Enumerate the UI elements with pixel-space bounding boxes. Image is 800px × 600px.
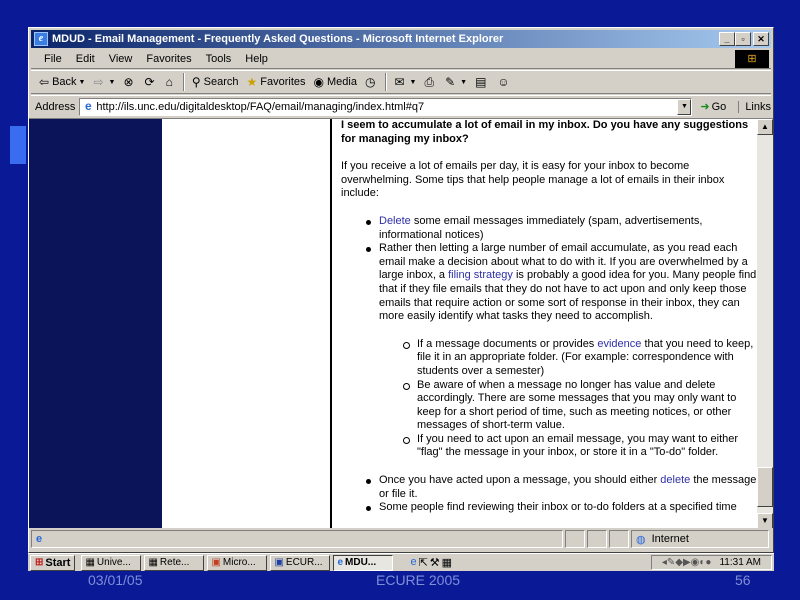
taskbar-item[interactable]: [270, 555, 330, 571]
list-item: [379, 242, 757, 460]
delete-link[interactable]: Delete: [379, 214, 411, 227]
list-item-text: some email messages immediately (spam, advertisements, informational notices): [379, 214, 703, 241]
media-label: Media: [327, 76, 357, 88]
menu-help[interactable]: Help: [245, 52, 268, 65]
menu-view[interactable]: View: [108, 52, 133, 65]
menu-tools[interactable]: Tools: [205, 52, 232, 65]
refresh-icon: ⟳: [144, 75, 155, 89]
taskbar-item-label: Rete...: [159, 557, 190, 568]
title-bar: [31, 30, 771, 48]
print-button[interactable]: [420, 75, 441, 90]
home-icon: ⌂: [165, 75, 173, 89]
address-bar: [31, 95, 771, 117]
status-pane: [565, 530, 585, 548]
tips-list: [341, 215, 757, 515]
left-white-panel: [162, 119, 330, 528]
windows-logo-icon: ⊞: [735, 50, 769, 68]
back-label: Back: [52, 76, 77, 88]
messenger-button[interactable]: [493, 75, 516, 89]
discuss-icon: ▤: [475, 75, 487, 89]
forward-button[interactable]: [89, 75, 119, 89]
delete-link-2[interactable]: delete: [660, 474, 691, 487]
chevron-down-icon[interactable]: ▼: [108, 78, 116, 86]
menu-edit[interactable]: Edit: [75, 52, 95, 65]
windows-taskbar: [28, 553, 774, 571]
ie-app-icon: e: [34, 32, 48, 46]
quick-launch: [410, 556, 452, 569]
ie-quicklaunch-icon[interactable]: e: [410, 556, 417, 568]
footer-date: 03/01/05: [88, 572, 143, 588]
slide-number: 56: [735, 572, 751, 588]
list-item: If you need to act upon an email message, you may want to either "flag" the message in your inbox, or store it in a "To-do" folder.: [417, 433, 757, 460]
clock: 11:31 AM: [719, 557, 761, 568]
taskbar-item-active[interactable]: [333, 555, 393, 571]
status-text-pane: [31, 530, 563, 548]
page-viewport: [29, 118, 773, 528]
chevron-down-icon[interactable]: ▼: [460, 78, 468, 86]
vertical-scrollbar[interactable]: [757, 119, 773, 528]
favorites-label: Favorites: [260, 76, 306, 88]
window-icon: ▦: [148, 557, 158, 568]
history-icon: ◷: [364, 75, 376, 89]
footer-conference: ECURE 2005: [376, 572, 461, 588]
tool-icon[interactable]: ⚒: [429, 557, 440, 569]
column-divider: [330, 119, 332, 528]
ie-icon: e: [337, 557, 344, 568]
faq-question: I seem to accumulate a lot of email in my inbox. Do you have any suggestions for managing my inbox?: [341, 119, 749, 145]
favorites-icon: ★: [246, 75, 258, 89]
maximize-button[interactable]: ▫: [735, 32, 751, 46]
start-button[interactable]: [30, 555, 75, 571]
taskbar-item-label: ECUR...: [285, 557, 323, 568]
taskbar-item[interactable]: [207, 555, 267, 571]
edit-icon: ✎: [445, 75, 456, 89]
sub-tips-list: [379, 338, 757, 460]
list-item-text: If a message documents or provides: [417, 337, 598, 350]
zone-label: Internet: [651, 533, 689, 545]
toolbar-separator: [183, 73, 185, 91]
filing-strategy-link[interactable]: filing strategy: [448, 269, 513, 282]
close-button[interactable]: ✕: [753, 32, 769, 46]
messenger-icon: ☺: [497, 75, 510, 89]
chevron-down-icon[interactable]: ▼: [409, 78, 417, 86]
window-controls: [719, 32, 769, 46]
internet-globe-icon: ◍: [636, 533, 646, 546]
stop-button[interactable]: [119, 75, 140, 89]
scroll-up-icon[interactable]: ▲: [757, 119, 773, 135]
tray-icons[interactable]: ◂✎◆▶◉◐●: [661, 557, 712, 568]
menu-file[interactable]: File: [44, 52, 62, 65]
address-input[interactable]: [96, 99, 677, 115]
list-item: [379, 215, 757, 242]
discuss-button[interactable]: [471, 75, 493, 89]
status-pane: [587, 530, 607, 548]
taskbar-item[interactable]: [144, 555, 204, 571]
slide-footer: [0, 571, 800, 591]
go-arrow-icon: ➜: [700, 101, 710, 113]
home-button[interactable]: [162, 75, 180, 89]
chevron-down-icon[interactable]: ▼: [78, 78, 86, 86]
history-button[interactable]: [361, 75, 382, 89]
browser-window: [28, 27, 774, 553]
status-bar: [31, 529, 771, 549]
edit-button[interactable]: [441, 75, 471, 89]
taskbar-item[interactable]: [81, 555, 141, 571]
windows-flag-icon: ⊞: [35, 557, 44, 568]
faq-content: [341, 119, 757, 528]
security-zone-pane: [631, 530, 769, 548]
start-label: Start: [45, 556, 71, 569]
list-item-text: is probably a good idea for you. Many people find that if they file emails that they do not have to act upon and only keep those emails that require action or some sort of response in their inbox, they can more easily identify what tasks they need to accomplish.: [379, 269, 757, 323]
mail-button[interactable]: [390, 75, 420, 89]
powerpoint-icon: ▣: [211, 557, 221, 568]
slide-accent-bar: [10, 126, 26, 164]
grid-icon[interactable]: ▦: [441, 557, 453, 569]
status-pane: [609, 530, 629, 548]
address-dropdown-icon[interactable]: ▼: [677, 99, 691, 115]
scroll-down-icon[interactable]: ▼: [757, 513, 773, 528]
taskbar-item-label: MDU...: [345, 557, 377, 568]
window-title: MDUD - Email Management - Frequently Asked Questions - Microsoft Internet Explorer: [52, 33, 504, 45]
address-label: Address: [35, 100, 76, 113]
back-button[interactable]: [35, 75, 89, 89]
taskbar-item-label: Unive...: [96, 557, 131, 568]
left-nav-panel: [29, 119, 162, 528]
search-button[interactable]: [188, 75, 243, 89]
print-icon: ⎙: [424, 74, 435, 89]
back-arrow-icon: ⇦: [39, 75, 50, 89]
scroll-thumb[interactable]: [757, 467, 773, 507]
media-icon: ◉: [313, 75, 324, 89]
links-button[interactable]: Links: [738, 101, 771, 113]
go-button[interactable]: [700, 100, 726, 113]
refresh-button[interactable]: [141, 75, 162, 89]
list-item-text: that you need to keep, file it in an appropriate folder. (For example: correspondence with students over a semester): [417, 337, 754, 377]
stop-icon: ⊗: [123, 75, 134, 89]
mail-icon: ✉: [394, 75, 405, 89]
media-button[interactable]: [310, 75, 361, 89]
favorites-button[interactable]: [243, 75, 310, 89]
evidence-link[interactable]: evidence: [597, 337, 642, 350]
list-item-text: the message or file it.: [379, 474, 757, 500]
page-icon: e: [85, 98, 92, 113]
page-done-icon: e: [36, 533, 43, 545]
list-item-text: Once you have acted upon a message, you should either: [379, 474, 661, 487]
search-label: Search: [203, 76, 239, 88]
cursor-icon[interactable]: ⇱: [418, 557, 428, 569]
standard-toolbar: [31, 70, 771, 94]
list-item: [417, 338, 757, 379]
list-item: Be aware of when a message no longer has value and delete accordingly. There are some messages that you may only want to keep for a short period of time, such as meeting notices, or other messages of short-term value.: [417, 379, 757, 433]
go-label: Go: [711, 100, 727, 113]
system-tray: [651, 555, 772, 570]
menu-favorites[interactable]: Favorites: [146, 52, 192, 65]
address-field: [79, 98, 692, 116]
minimize-button[interactable]: _: [719, 32, 735, 46]
list-item-text: Rather then letting a large number of email accumulate, as you read each email make a decision about what to do with it. If you are overwhelmed by a large inbox, a: [379, 242, 748, 282]
menu-bar: [31, 49, 771, 69]
taskbar-item-label: Micro...: [222, 557, 256, 568]
toolbar-separator: [385, 73, 387, 91]
word-icon: ▣: [274, 557, 284, 568]
faq-intro: If you receive a lot of emails per day, it is easy for your inbox to become overwhelming. Some tips that help people manage a lot of emails in their inbox include:: [341, 160, 725, 200]
forward-arrow-icon: ⇨: [93, 75, 104, 89]
list-item: Some people find reviewing their inbox or to-do folders at a specified time: [379, 501, 757, 515]
window-icon: ▦: [85, 557, 95, 568]
search-icon: ⚲: [191, 75, 201, 89]
list-item: [379, 474, 757, 501]
